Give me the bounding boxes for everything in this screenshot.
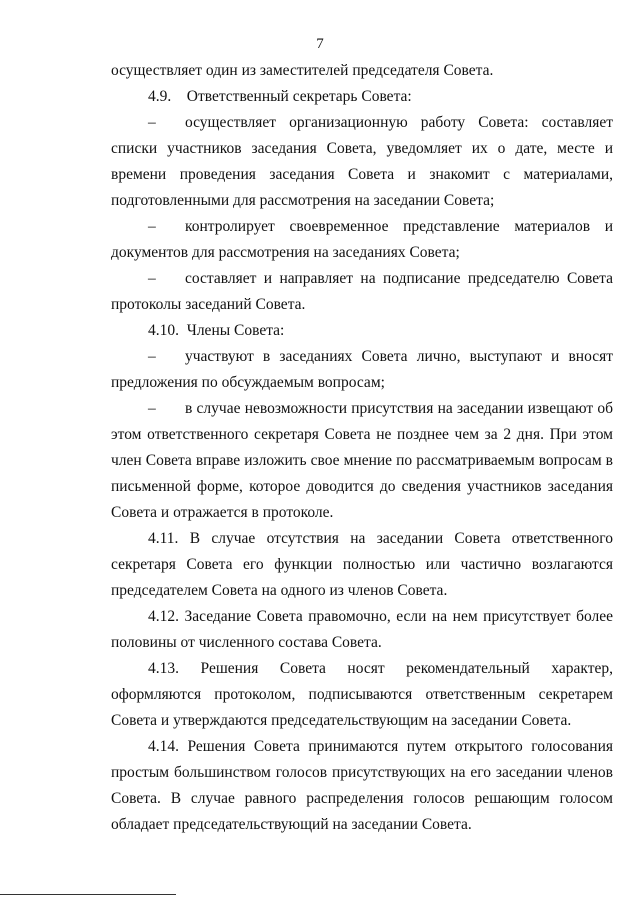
numbered-item-4-11 [111, 526, 613, 604]
bullet-item [111, 266, 613, 318]
paragraph-text: 4.14. Решения Совета принимаются путем открытого голосования простым большинством голосов присутствующих на его заседании членов Совета. В случае равного распределения голосов решающим голосом обладает председательствующий на заседании Совета. [111, 738, 613, 833]
section-heading-4-10 [111, 318, 613, 344]
dash-marker: – [148, 400, 156, 417]
bullet-item [111, 344, 613, 396]
section-heading-4-9 [111, 84, 613, 110]
numbered-item-4-12 [111, 604, 613, 656]
paragraph-text: осуществляет организационную работу Совета: составляет списки участников заседания Совета, уведомляет их о дате, месте и времени проведения заседания Совета и знакомит с материалами, подготовленными для рассмотрения на заседании Совета; [111, 114, 613, 209]
paragraph-text: участвуют в заседаниях Совета лично, выступают и вносят предложения по обсуждаемым вопросам; [111, 348, 613, 391]
paragraph-text: 4.9. Ответственный секретарь Совета: [148, 88, 412, 105]
numbered-item-4-14 [111, 734, 613, 838]
paragraph-text: составляет и направляет на подписание председателю Совета протоколы заседаний Совета. [111, 270, 613, 313]
paragraph-text: 4.10. Члены Совета: [148, 322, 285, 339]
paragraph-text: в случае невозможности присутствия на заседании извещают об этом ответственного секретаря Совета не позднее чем за 2 дня. При этом член Совета вправе изложить свое мнение по рассматриваемым вопросам в письменной форме, которое доводится до сведения участников заседания Совета и отражается в протоколе. [111, 400, 613, 521]
paragraph-text: 4.13. Решения Совета носят рекомендательный характер, оформляются протоколом, подписываются ответственным секретарем Совета и утверждаются председательствующим на заседании Совета. [111, 660, 613, 729]
paragraph-text: 4.11. В случае отсутствия на заседании Совета ответственного секретаря Совета его функции полностью или частично возлагаются председателем Совета на одного из членов Совета. [111, 530, 613, 599]
bullet-item [111, 214, 613, 266]
paragraph-text: осуществляет один из заместителей председателя Совета. [111, 62, 494, 79]
document-body [111, 58, 613, 838]
bullet-item [111, 110, 613, 214]
page-bottom-rule [0, 894, 176, 895]
page-number: 7 [316, 36, 324, 52]
dash-marker: – [148, 114, 156, 131]
paragraph-text: 4.12. Заседание Совета правомочно, если на нем присутствует более половины от численного состава Совета. [111, 608, 613, 651]
numbered-item-4-13 [111, 656, 613, 734]
dash-marker: – [148, 270, 156, 287]
paragraph-text: контролирует своевременное представление материалов и документов для рассмотрения на заседаниях Совета; [111, 218, 613, 261]
paragraph-continuation [111, 58, 613, 84]
dash-marker: – [148, 218, 156, 235]
bullet-item [111, 396, 613, 526]
dash-marker: – [148, 348, 156, 365]
